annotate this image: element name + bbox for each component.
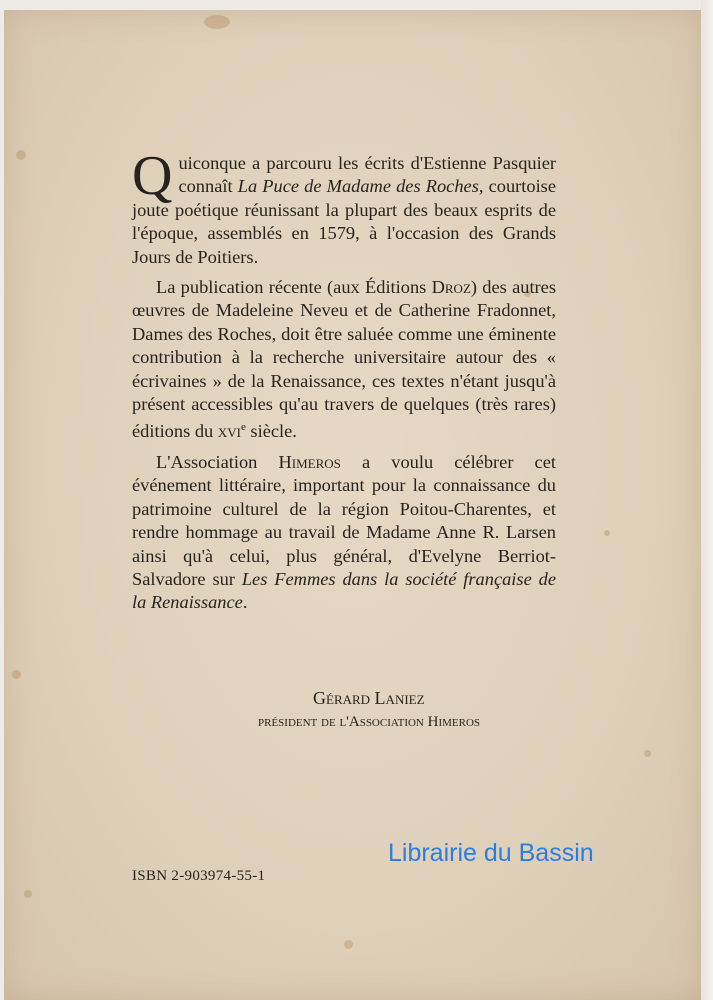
signature-role: président de l'Association Himeros bbox=[258, 714, 481, 730]
signature-name: Gérard Laniez bbox=[313, 688, 425, 708]
foxing-spot bbox=[12, 670, 21, 679]
book-title-la-puce: La Puce de Madame des Roches bbox=[237, 176, 479, 197]
watermark-text: Librairie du Bassin bbox=[388, 839, 594, 867]
paragraph-2 bbox=[132, 276, 556, 444]
foxing-spot bbox=[604, 530, 610, 536]
paragraph-1 bbox=[132, 145, 556, 269]
foxing-spot bbox=[344, 940, 353, 949]
foxing-spot bbox=[204, 15, 230, 29]
publisher-name: Droz bbox=[431, 277, 471, 298]
paragraph-2-text-b: ) des autres œuvres de Madeleine Neveu et de Catherine Fradonnet, Dames des Roches, doit être saluée comme une éminente contribution à la recherche universitaire autour des « écrivaines » de la Renaissance, ces textes n'étant jusqu'à présent accessibles qu'au travers de quelques (très rares) éditions du bbox=[132, 277, 557, 442]
foxing-spot bbox=[16, 150, 26, 160]
paragraph-2-text-a: La publication récente (aux Éditions bbox=[156, 277, 432, 298]
paragraph-3-text-a: L'Association bbox=[156, 452, 279, 472]
drop-cap: Q bbox=[132, 145, 173, 207]
paragraph-3 bbox=[132, 451, 556, 615]
cover-text bbox=[132, 145, 557, 622]
book-title-les-femmes: Les Femmes dans la société française de la Renaissance bbox=[132, 569, 556, 613]
century-superscript: e bbox=[240, 421, 246, 434]
page-edge bbox=[701, 0, 713, 1000]
association-name: Himeros bbox=[278, 452, 341, 472]
paragraph-1-text-a: uiconque a parcouru les écrits d'Estienne Pasquier connaît bbox=[178, 153, 556, 197]
paragraph-3-text-b: a voulu célébrer cet événement littéraire, important pour la connaissance du patrimoine culturel de la région Poitou-Charentes, et rendre hommage au travail de Madame Anne R. Larsen ainsi qu'à celui, plus général, d'Evelyne Berriot-Salvadore sur bbox=[132, 452, 556, 590]
paragraph-2-text-c: siècle. bbox=[245, 421, 297, 442]
century-numeral: xvi bbox=[217, 421, 241, 442]
isbn: ISBN 2-903974-55-1 bbox=[132, 868, 266, 884]
foxing-spot bbox=[644, 750, 651, 757]
paragraph-1-text-b: , courtoise joute poétique réunissant la plupart des beaux esprits de l'époque, assemblés en 1579, à l'occasion des Grands Jours de Poitiers. bbox=[132, 176, 556, 267]
foxing-spot bbox=[24, 890, 32, 898]
paragraph-3-text-c: . bbox=[242, 592, 248, 613]
